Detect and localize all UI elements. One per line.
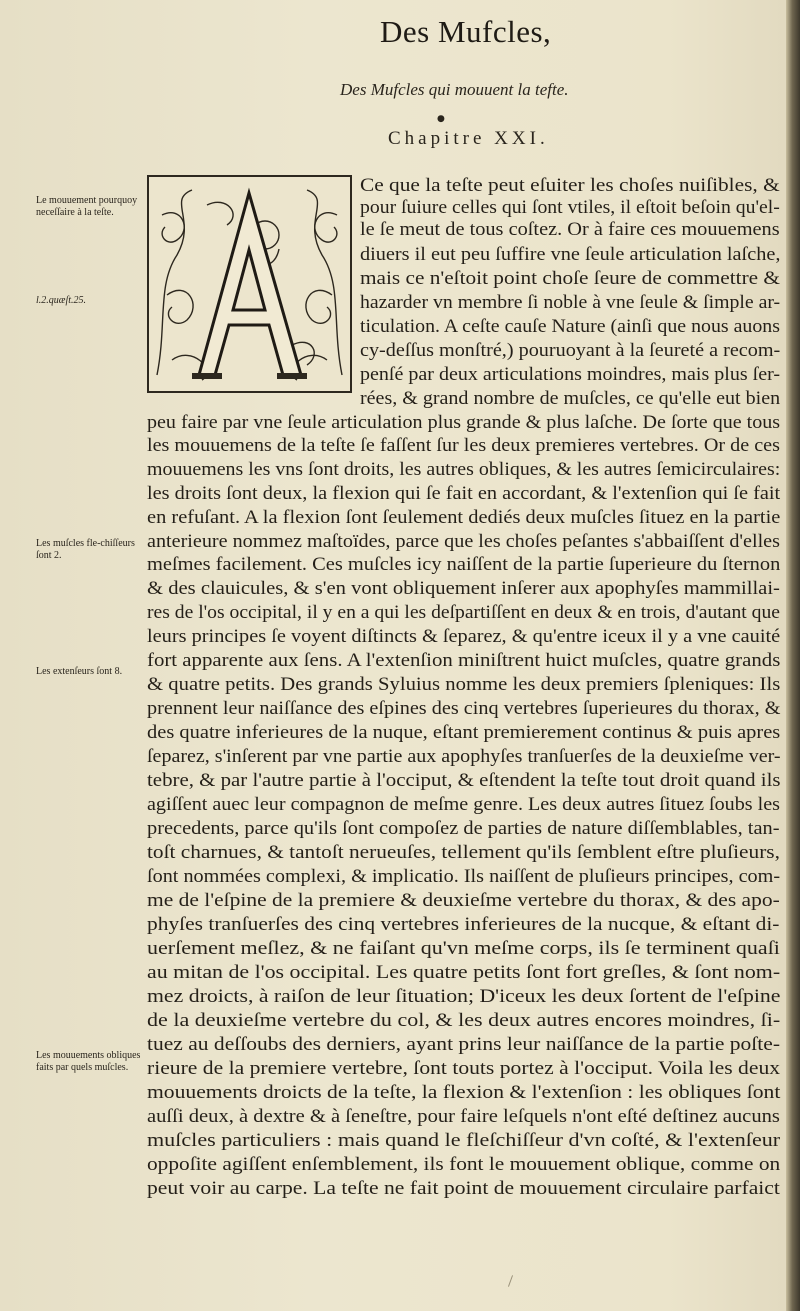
ornate-initial-icon: [147, 175, 352, 393]
text-line: Ce que la teſte peut eſuiter les choſes nuiſibles, &: [360, 176, 780, 196]
text-line: tebre, & par l'autre partie à l'occiput, & eſtendent la teſte tout droit quand ils: [147, 771, 781, 791]
text-line: oppoſite agiſſent enſemblement, ils font le mouuement oblique, comme on: [147, 1155, 781, 1175]
margin-note: Les mouuements obliques faits par quels muſcles.: [36, 1050, 141, 1073]
text-line: tuez au deſſoubs des derniers, ayant prins leur naiſſance de la partie poſte-: [147, 1035, 780, 1055]
margin-note: Les extenſeurs ſont 8.: [36, 666, 123, 677]
text-line: rées, & grand nombre de muſcles, ce qu'elle eut bien: [360, 389, 781, 409]
text-line: cy-deſſus monſtré,) pouruoyant à la ſeureté a recom-: [360, 341, 781, 361]
text-line: me de l'eſpine de la premiere & deuxieſme vertebre du thorax, & des apo-: [147, 891, 780, 911]
text-line: precedents, parce qu'ils ſont compoſez de parties de nature diſſemblables, tan-: [147, 819, 780, 839]
text-line: peut voir au carpe. La teſte ne fait point de mouuement circulaire parfaict: [147, 1179, 780, 1199]
section-title: Des Mufcles qui mouuent la tefte.: [340, 80, 569, 99]
text-line: en refuſant. A la flexion ſont ſeulement dediés deux muſcles ſituez en la partie: [147, 508, 781, 528]
margin-note: l.2.quæſt.25.: [36, 295, 87, 306]
text-line: leurs principes ſe voyent diſtincts & ſeparez, & qu'entre iceux il y a vne cauité: [147, 627, 781, 647]
text-line: meſmes facilement. Ces muſcles icy naiſſent de la partie ſuperieure du ſternon: [147, 555, 781, 575]
text-line: ſeparez, s'inſerent par vne partie aux apophyſes tranſuerſes de la deuxieſme ver-: [147, 747, 781, 767]
text-line: auſſi deux, à dextre & à ſeneſtre, pour faire leſquels n'ont eſté deſtinez aucuns: [147, 1107, 780, 1127]
text-line: agiſſent auec leur compagnon de meſme genre. Les deux autres ſituez ſoubs les: [147, 795, 781, 815]
text-line: rieure de la premiere vertebre, ſont touts portez à l'occiput. Voila les deux: [147, 1059, 781, 1079]
text-line: au mitan de l'os occipital. Les quatre petits ſont fort greſles, & ſont nom-: [147, 963, 781, 983]
text-line: res de l'os occipital, il y en a qui les deſpartiſſent en deux & en trois, d'autant que: [147, 603, 780, 623]
text-line: mouuements droicts de la teſte, la flexion & l'extenſion : les obliques ſont: [147, 1083, 781, 1103]
text-line: mez droicts, à raiſon de leur ſituation; D'iceux les deux ſortent de l'eſpine: [147, 987, 781, 1007]
margin-note: Les muſcles fle-chiſſeurs ſont 2.: [36, 538, 135, 561]
text-line: le ſe meut de tous coſtez. Or à faire ces mouuemens: [360, 220, 780, 240]
text-line: phyſes tranſuerſes des cinq vertebres inferieures de la nucque, & eſtant di-: [147, 915, 780, 935]
text-line: fort apparente aux ſens. A l'extenſion miniſtrent huict muſcles, quatre grands: [147, 651, 781, 671]
text-line: des quatre inferieures de la nuque, eſtant premierement continus & puis apres: [147, 723, 781, 743]
running-title: Des Mufcles,: [380, 14, 552, 49]
text-line: pour ſuiure celles qui ſont vtiles, il eſtoit beſoin qu'el-: [360, 198, 780, 218]
text-line: toſt charnues, & tantoſt nerueuſes, tellement qu'ils ſemblent eſtre pluſieurs,: [147, 843, 780, 863]
text-line: ticulation. A ceſte cauſe Nature (ainſi que nous auons: [360, 317, 780, 337]
chapter-heading: Chapitre XXI.: [388, 128, 549, 149]
text-line: diuers il eut peu ſuffire vne ſeule articulation laſche,: [360, 245, 781, 265]
text-line: de la deuxieſme vertebre du col, & les deux autres encores moindres, ſi-: [147, 1011, 781, 1031]
text-line: hazarder vn membre ſi noble à vne ſeule & ſimple ar-: [360, 293, 781, 313]
text-line: ſont nommées complexi, & implicatio. Ils naiſſent de pluſieurs principes, com-: [147, 867, 781, 887]
text-line: uerſement meſlez, & ne faiſant qu'vn meſme corps, ils ſe terminent quaſi: [147, 939, 780, 959]
text-line: & des clauicules, & s'en vont obliquement inſerer aux apophyſes mammillai-: [147, 579, 780, 599]
text-line: les droits ſont deux, la flexion qui ſe fait en accordant, & l'extenſion qui ſe fait: [147, 484, 781, 504]
text-line: mais ce n'eſtoit point choſe ſeure de commettre &: [360, 269, 781, 289]
text-line: anterieure nommez maſtoïdes, parce que les choſes peſantes s'abbaiſſent d'elles: [147, 532, 780, 552]
ornament-bullet-icon: ●: [437, 114, 445, 124]
page-edge: [786, 0, 800, 1311]
text-line: mouuemens les vns ſont droits, les autres obliques, & les autres ſemicirculaires:: [147, 460, 781, 480]
text-line: prennent leur naiſſance des eſpines des cinq vertebres ſuperieures du thorax, &: [147, 699, 781, 719]
text-line: peu faire par vne ſeule articulation plus grande & plus laſche. De ſorte que tous: [147, 413, 781, 433]
text-line: muſcles particuliers : mais quand le fleſchiſſeur d'vn coſté, & l'extenſeur: [147, 1131, 781, 1151]
text-line: & quatre petits. Des grands Syluius nomme les deux premiers ſpleniques: Ils: [147, 675, 781, 695]
margin-note: Le mouuement pourquoy neceſſaire à la teſte.: [36, 195, 138, 218]
text-line: les mouuemens de la teſte ſe faſſent ſur les deux premieres vertebres. Or de ces: [147, 436, 780, 456]
text-line: penſé par deux articulations moindres, mais plus ſer-: [360, 365, 781, 385]
